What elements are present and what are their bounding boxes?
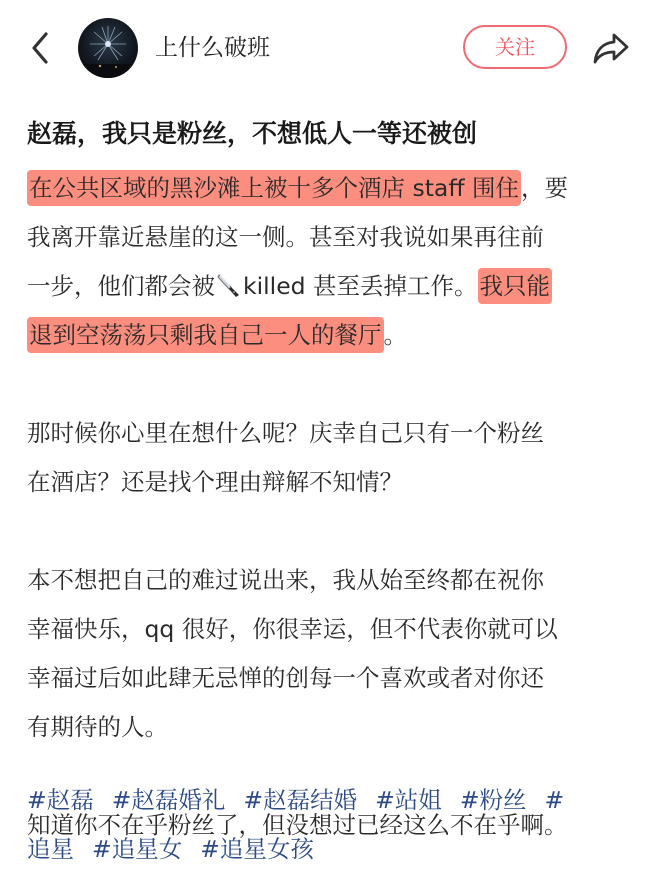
paragraph-1-line-1 <box>27 164 639 213</box>
follow-button[interactable]: 关注 <box>463 25 567 69</box>
body-text: 。 <box>383 321 407 349</box>
highlighted-text: 退到空荡荡只剩我自己一人的餐厅 <box>27 317 384 353</box>
highlighted-text: 我只能 <box>478 268 553 304</box>
hashtag-list <box>27 776 639 874</box>
hashtag-link[interactable]: #粉丝 <box>459 786 527 814</box>
paragraph-2-line-1: 那时候你心里在想什么呢？庆幸自己只有一个粉丝 <box>27 419 544 447</box>
hashtag-link[interactable]: 追星 <box>27 835 74 863</box>
post-header <box>0 0 660 96</box>
hashtag-link[interactable]: #赵磊婚礼 <box>111 786 226 814</box>
username[interactable]: 上什么破班 <box>155 35 270 61</box>
hashtag-link[interactable]: #追星女 <box>92 835 183 863</box>
paragraph-4: 知道你不在乎粉丝了，但没想过已经这么不在乎啊。 <box>27 811 568 839</box>
post-title: 赵磊，我只是粉丝，不想低人一等还被创 <box>27 119 478 148</box>
paragraph-3-line-1: 本不想把自己的难过说出来，我从始至终都在祝你 <box>27 566 544 594</box>
paragraph-gap <box>27 360 639 409</box>
chevron-left-icon <box>26 28 56 68</box>
highlighted-text: 在公共区域的黑沙滩上被十多个酒店 staff 围住 <box>27 170 521 206</box>
hashtag-link[interactable]: #追星女孩 <box>200 835 314 863</box>
paragraph-gap <box>27 507 639 556</box>
body-text: ，要 <box>521 174 568 202</box>
share-arrow-icon <box>591 30 631 66</box>
paragraph-2-line-2: 在酒店？还是找个理由辩解不知情？ <box>27 468 403 496</box>
post-body <box>27 164 639 850</box>
paragraph-3-line-2: 幸福快乐，qq 很好，你很幸运，但不代表你就可以 <box>27 615 558 643</box>
share-button[interactable] <box>591 30 631 66</box>
hashtag-link[interactable]: #站姐 <box>375 786 442 814</box>
avatar[interactable] <box>78 18 138 78</box>
paragraph-1-line-2: 我离开靠近悬崖的这一侧。甚至对我说如果再往前 <box>27 223 544 251</box>
paragraph-3-line-3: 幸福过后如此肆无忌惮的创每一个喜欢或者对你还 <box>27 664 544 692</box>
hashtag-link[interactable]: # <box>544 786 565 814</box>
body-text: 一步，他们都会被 <box>27 272 215 300</box>
hashtag-link[interactable]: #赵磊 <box>27 786 94 814</box>
avatar-image <box>78 18 138 78</box>
back-button[interactable] <box>26 28 56 68</box>
paragraph-3-line-4: 有期待的人。 <box>27 713 168 741</box>
paragraph-1-line-3 <box>27 262 639 311</box>
body-text: killed 甚至丢掉工作。 <box>243 272 478 300</box>
paragraph-1-line-4 <box>27 311 639 360</box>
hashtag-link[interactable]: #赵磊结婚 <box>243 786 358 814</box>
knife-emoji-icon <box>216 272 242 298</box>
